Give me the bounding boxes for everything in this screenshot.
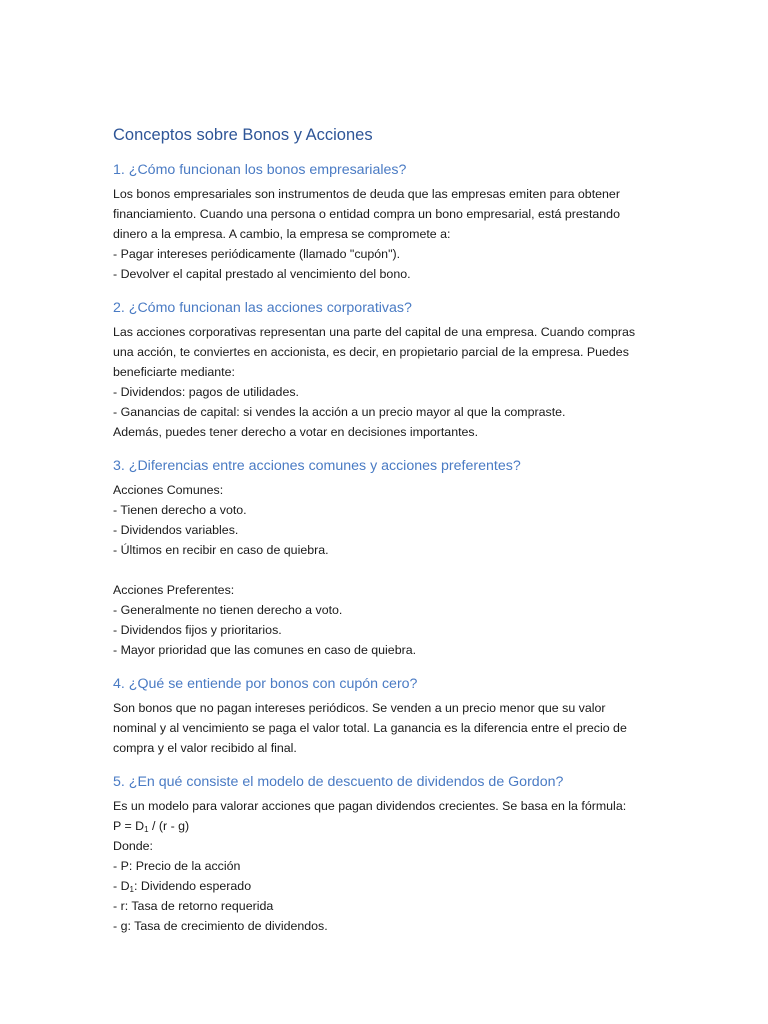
def-d-prefix: - D: [113, 879, 130, 893]
paragraph-line: dinero a la empresa. A cambio, la empresa se compromete a:: [113, 227, 451, 241]
paragraph-line: financiamiento. Cuando una persona o entidad compra un bono empresarial, está prestando: [113, 207, 620, 221]
list-item: - P: Precio de la acción: [113, 859, 241, 873]
formula-lhs: P = D: [113, 819, 145, 833]
paragraph-line: Las acciones corporativas representan una parte del capital de una empresa. Cuando compras: [113, 325, 636, 339]
list-item: - Dividendos variables.: [113, 523, 239, 537]
paragraph-line: Además, puedes tener derecho a votar en decisiones importantes.: [113, 425, 479, 439]
list-item: - g: Tasa de crecimiento de dividendos.: [113, 919, 328, 933]
list-heading: Acciones Preferentes:: [113, 583, 235, 597]
spacer: [113, 560, 653, 580]
paragraph-line: Los bonos empresariales son instrumentos de deuda que las empresas emiten para obtener: [113, 187, 620, 201]
list-item: - Últimos en recibir en caso de quiebra.: [113, 543, 329, 557]
section-acciones-corporativas: [113, 298, 653, 442]
paragraph-line: compra y el valor recibido al final.: [113, 741, 297, 755]
paragraph-line: Donde:: [113, 839, 153, 853]
list-item: - Tienen derecho a voto.: [113, 503, 247, 517]
document-page: [113, 124, 653, 950]
section-heading: 2. ¿Cómo funcionan las acciones corporativas?: [113, 300, 412, 316]
section-heading: 4. ¿Qué se entiende por bonos con cupón cero?: [113, 676, 418, 692]
paragraph-line: beneficiarte mediante:: [113, 365, 235, 379]
list-item: - Devolver el capital prestado al vencimiento del bono.: [113, 267, 411, 281]
section-heading: 1. ¿Cómo funcionan los bonos empresariales?: [113, 162, 407, 178]
formula: [113, 816, 653, 836]
paragraph-line: Es un modelo para valorar acciones que pagan dividendos crecientes. Se basa en la fórmula:: [113, 799, 627, 813]
list-item: - Dividendos fijos y prioritarios.: [113, 623, 282, 637]
section-modelo-gordon: [113, 772, 653, 936]
document-title: Conceptos sobre Bonos y Acciones: [113, 126, 373, 144]
formula-rhs: / (r - g): [148, 819, 190, 833]
formula-subscript: 1: [144, 825, 149, 834]
paragraph-line: nominal y al vencimiento se paga el valor total. La ganancia es la diferencia entre el precio de: [113, 721, 627, 735]
list-item: - Mayor prioridad que las comunes en caso de quiebra.: [113, 643, 417, 657]
list-item: - Dividendos: pagos de utilidades.: [113, 385, 299, 399]
section-bonos-empresariales: [113, 160, 653, 284]
list-item: - Ganancias de capital: si vendes la acción a un precio mayor al que la compraste.: [113, 405, 566, 419]
list-item: - Generalmente no tienen derecho a voto.: [113, 603, 343, 617]
def-d-subscript: 1: [129, 885, 134, 894]
paragraph-line: una acción, te conviertes en accionista, es decir, en propietario parcial de la empresa. Puedes: [113, 345, 629, 359]
list-item: [113, 876, 653, 896]
section-heading: 5. ¿En qué consiste el modelo de descuento de dividendos de Gordon?: [113, 774, 564, 790]
section-heading: 3. ¿Diferencias entre acciones comunes y acciones preferentes?: [113, 458, 521, 474]
list-item: - r: Tasa de retorno requerida: [113, 899, 274, 913]
paragraph-line: Son bonos que no pagan intereses periódicos. Se venden a un precio menor que su valor: [113, 701, 606, 715]
section-bonos-cupon-cero: [113, 674, 653, 758]
list-item: - Pagar intereses periódicamente (llamado "cupón").: [113, 247, 401, 261]
list-heading: Acciones Comunes:: [113, 483, 224, 497]
section-diferencias-acciones: [113, 456, 653, 660]
def-d-text: : Dividendo esperado: [133, 879, 252, 893]
